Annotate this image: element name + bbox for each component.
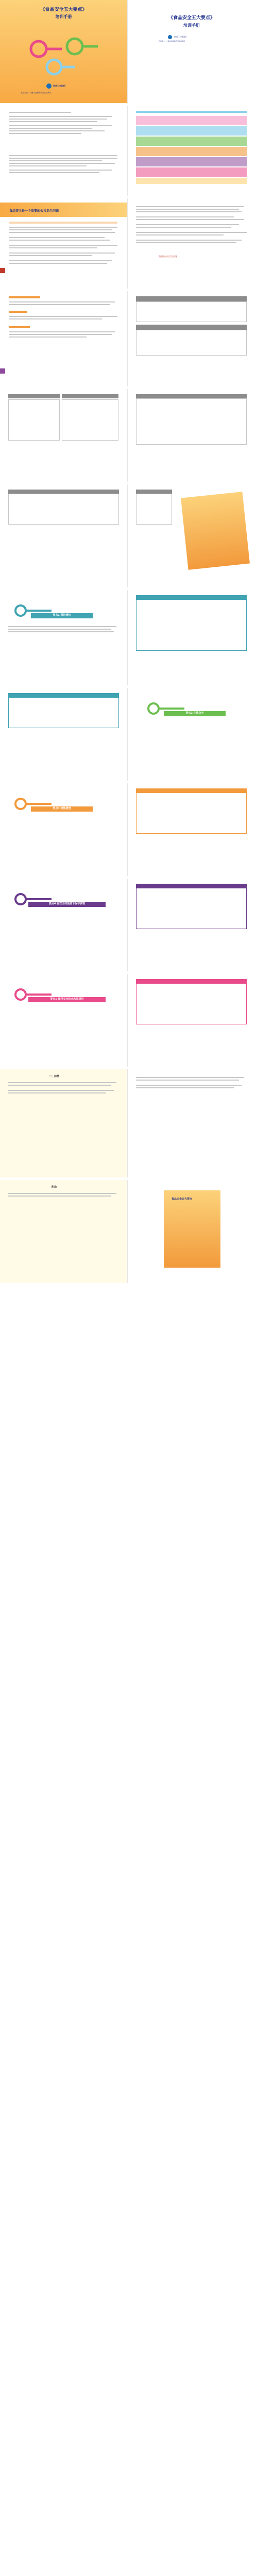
copyright-page [0,106,128,196]
intro-heading: 食品安全是一个重要的公共卫生问题 [9,209,59,213]
closing-page [128,1180,255,1283]
spread-key3 [0,783,256,876]
titlepage-title: 《食品安全五大要点》 [168,15,215,21]
toc-band [136,116,247,125]
titlepage-subtitle: 培训手册 [183,23,200,28]
key4-page [0,879,128,971]
key1-page-2 [128,590,255,685]
toc-page [128,106,255,196]
who-logo-icon [46,83,52,89]
titlepage-dept: 食品安全、人畜共患病和食源性疾病司 [159,40,185,42]
appendix-title: 附录 [52,1186,57,1189]
cover-subtitle: 培训手册 [55,14,72,19]
intro-page-2 [128,198,255,289]
poster-thumbnail [164,1190,220,1268]
spread-8 [0,688,256,781]
key3-page [0,783,128,876]
page-10r [128,879,255,971]
key-icon [143,696,195,721]
page-11r [128,974,255,1067]
spread-toc [0,106,256,196]
cover-org: 世界卫生组织 [53,85,65,87]
spread-pretest [0,1069,256,1177]
key1-page [0,590,128,685]
key4-title: 要点4 在安全的温度下保存食物 [28,902,106,907]
key-icon [10,886,62,912]
key2-page [128,688,255,781]
toc-band [136,126,247,136]
closing-title: 食品安全五大要点 [172,1198,193,1201]
page-5r [128,389,255,482]
page-tab [0,368,5,374]
spread-cover [0,0,256,103]
intro-page [0,198,128,289]
key5-page [0,974,128,1067]
title-page [128,0,255,103]
toc-band [136,137,247,146]
page-6l [0,484,128,587]
titlepage-org: 世界卫生组织 [174,36,186,38]
who-logo-small-icon [168,35,172,39]
spread-key5 [0,974,256,1067]
page-5l [0,389,128,482]
page-6r [128,484,255,587]
pretest-page [0,1069,128,1177]
key-icon [10,791,62,817]
cover-title: 《食品安全五大要点》 [40,7,87,12]
key2-title: 要点2 生熟分开 [164,711,226,716]
appendix-page [0,1180,128,1283]
cover-dept: 食品安全、人畜共患病和食源性疾病司 [21,92,52,94]
spread-key1 [0,590,256,685]
poster-thumbnail [181,492,250,570]
spread-6 [0,484,256,587]
toc-band [136,157,247,166]
key5-title: 要点5 使用安全的水和原材料 [28,997,106,1002]
spread-key4 [0,879,256,971]
page-8l [0,688,128,781]
toc-band [136,178,247,184]
toc-band [136,147,247,156]
cover-keys-illustration [18,28,111,80]
spread-4 [0,291,256,386]
key3-title: 要点3 烧熟煮透 [31,806,93,812]
key1-title: 要点1 保持清洁 [31,613,93,618]
pretest-page-2 [128,1069,255,1177]
spread-5 [0,389,256,482]
page-4r [128,291,255,386]
intro-warning: 重要的公共卫生问题 [159,255,177,258]
key-icon [10,982,62,1007]
key-icon [10,598,62,624]
page-4l [0,291,128,386]
pretest-title: 一、前测 [49,1075,60,1078]
toc-band [136,167,247,177]
spread-intro [0,198,256,289]
page-tab [0,268,5,273]
spread-appendix [0,1180,256,1283]
page-9r [128,783,255,876]
cover-page [0,0,128,103]
